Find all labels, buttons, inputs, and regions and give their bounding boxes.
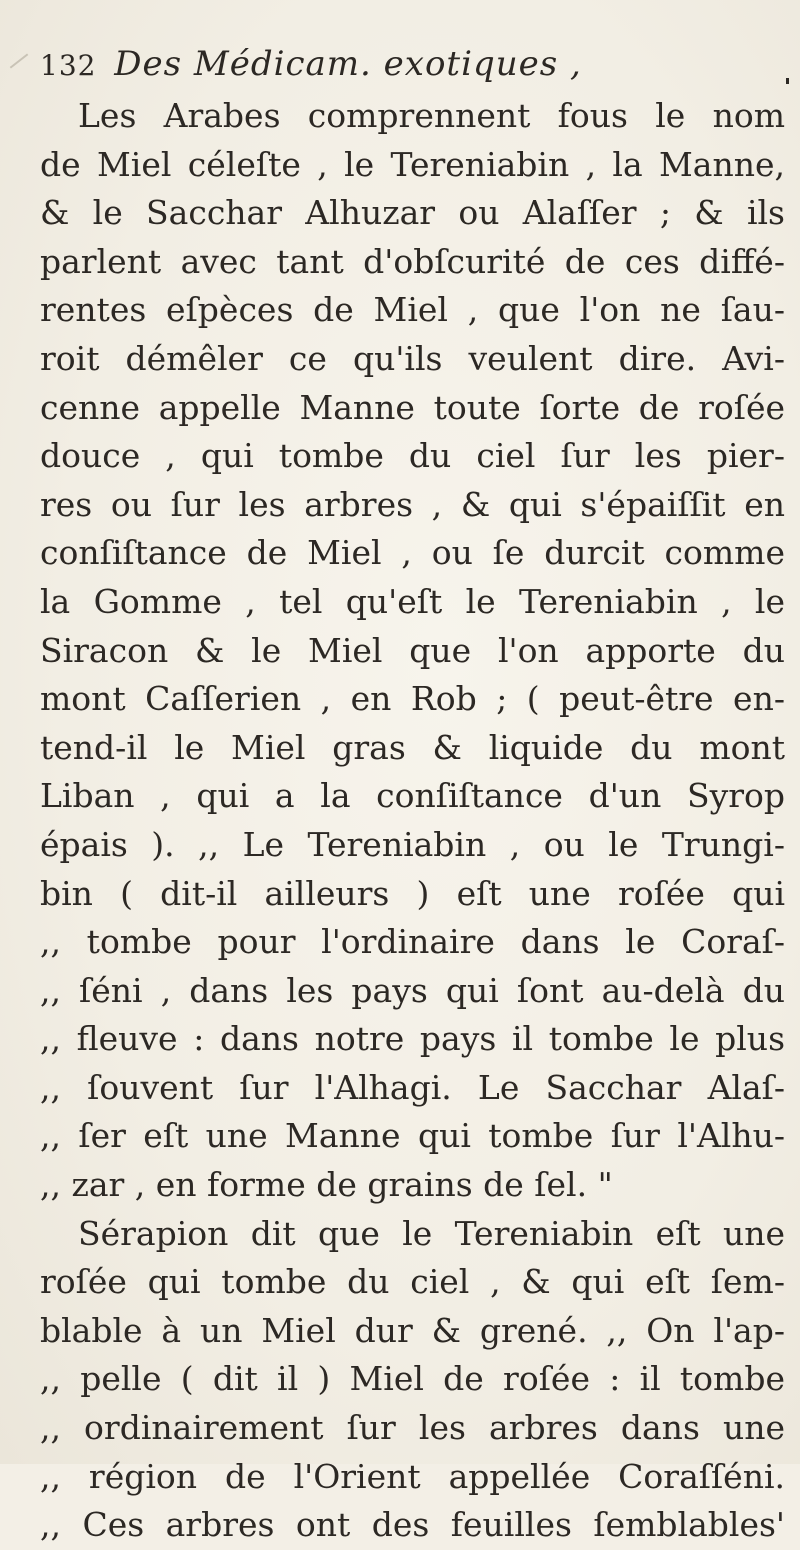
text-line: Siracon & le Miel que l'on apporte du — [40, 630, 785, 670]
text-line: tend-il le Miel gras & liquide du mont — [40, 727, 785, 767]
text-line: de Miel céleſte , le Tereniabin , la Manne, — [40, 144, 785, 184]
text-line: parlent avec tant d'obſcurité de ces diffé- — [40, 241, 785, 281]
text-line: rentes eſpèces de Miel , que l'on ne ſau- — [40, 290, 785, 330]
text-line: ,, ordinairement ſur les arbres dans une — [40, 1408, 785, 1448]
text-line: ,, ſéni , dans les pays qui ſont au-delà du — [40, 970, 785, 1010]
text-line: & le Sacchar Alhuzar ou Alaſſer ; & ils — [40, 193, 785, 233]
text-line: ,, fleuve : dans notre pays il tombe le plus — [40, 1019, 785, 1059]
text-line: ,, tombe pour l'ordinaire dans le Coraſ- — [40, 922, 785, 962]
text-line: ,, Ces arbres ont des feuilles ſemblables' — [40, 1505, 785, 1545]
text-line: mont Caſſerien , en Rob ; ( peut-être en- — [40, 679, 785, 719]
text-line: ,, pelle ( dit il ) Miel de roſée : il tombe — [40, 1359, 785, 1399]
running-title: Des Médicam. exotiques , — [114, 44, 582, 84]
text-line: cenne appelle Manne toute ſorte de roſée — [40, 387, 785, 427]
text-line: res ou ſur les arbres , & qui s'épaiſſit en — [40, 484, 785, 524]
text-line: douce , qui tombe du ciel ſur les pier- — [40, 436, 785, 476]
text-line: épais ). ,, Le Tereniabin , ou le Trungi- — [40, 824, 785, 864]
text-line: blable à un Miel dur & grené. ,, On l'ap- — [40, 1310, 785, 1350]
page-number: 132 — [40, 49, 97, 82]
text-line: Liban , qui a la conſiſtance d'un Syrop — [40, 776, 785, 816]
text-line: ,, région de l'Orient appellée Coraſſéni. — [40, 1456, 785, 1496]
text-line: ,, ſouvent ſur l'Alhagi. Le Sacchar Alaſ- — [40, 1067, 785, 1107]
text-line: bin ( dit-il ailleurs ) eſt une roſée qui — [40, 873, 785, 913]
text-line: ,, zar , en forme de grains de ſel. " — [40, 1165, 613, 1205]
text-line: Sérapion dit que le Tereniabin eſt une — [78, 1213, 785, 1253]
text-line: Les Arabes comprennent fous le nom — [78, 96, 785, 135]
ink-mark — [786, 78, 789, 84]
running-header — [40, 44, 780, 86]
text-line: roſée qui tombe du ciel , & qui eſt ſem- — [40, 1262, 785, 1302]
text-line: roit démêler ce qu'ils veulent dire. Avi- — [40, 338, 785, 378]
text-line: la Gomme , tel qu'eſt le Tereniabin , le — [40, 581, 785, 621]
page-crease — [10, 53, 29, 68]
text-line: ,, ſer eſt une Manne qui tombe ſur l'Alhu- — [40, 1116, 785, 1156]
text-line: conſiſtance de Miel , ou ſe durcit comme — [40, 533, 785, 573]
body-text — [40, 92, 785, 1550]
